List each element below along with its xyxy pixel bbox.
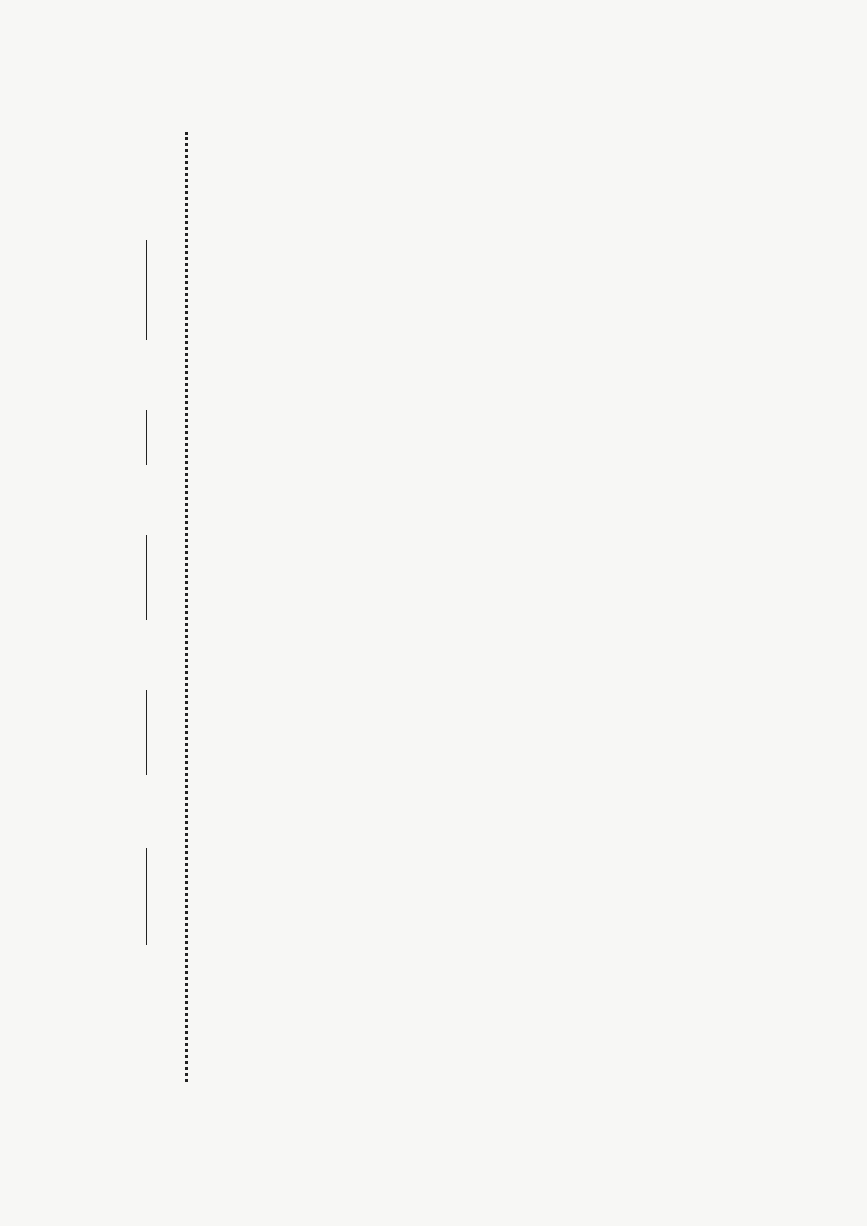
school-label xyxy=(108,950,168,1010)
class-label xyxy=(108,780,168,840)
binding-dotted-line xyxy=(185,132,188,1082)
name-label xyxy=(108,620,168,680)
school-blank xyxy=(146,848,147,945)
class-blank xyxy=(146,690,147,775)
number-label xyxy=(108,345,168,405)
number-blank xyxy=(146,240,147,340)
room-blank xyxy=(146,410,147,465)
room-label xyxy=(108,470,168,530)
name-blank xyxy=(146,535,147,620)
